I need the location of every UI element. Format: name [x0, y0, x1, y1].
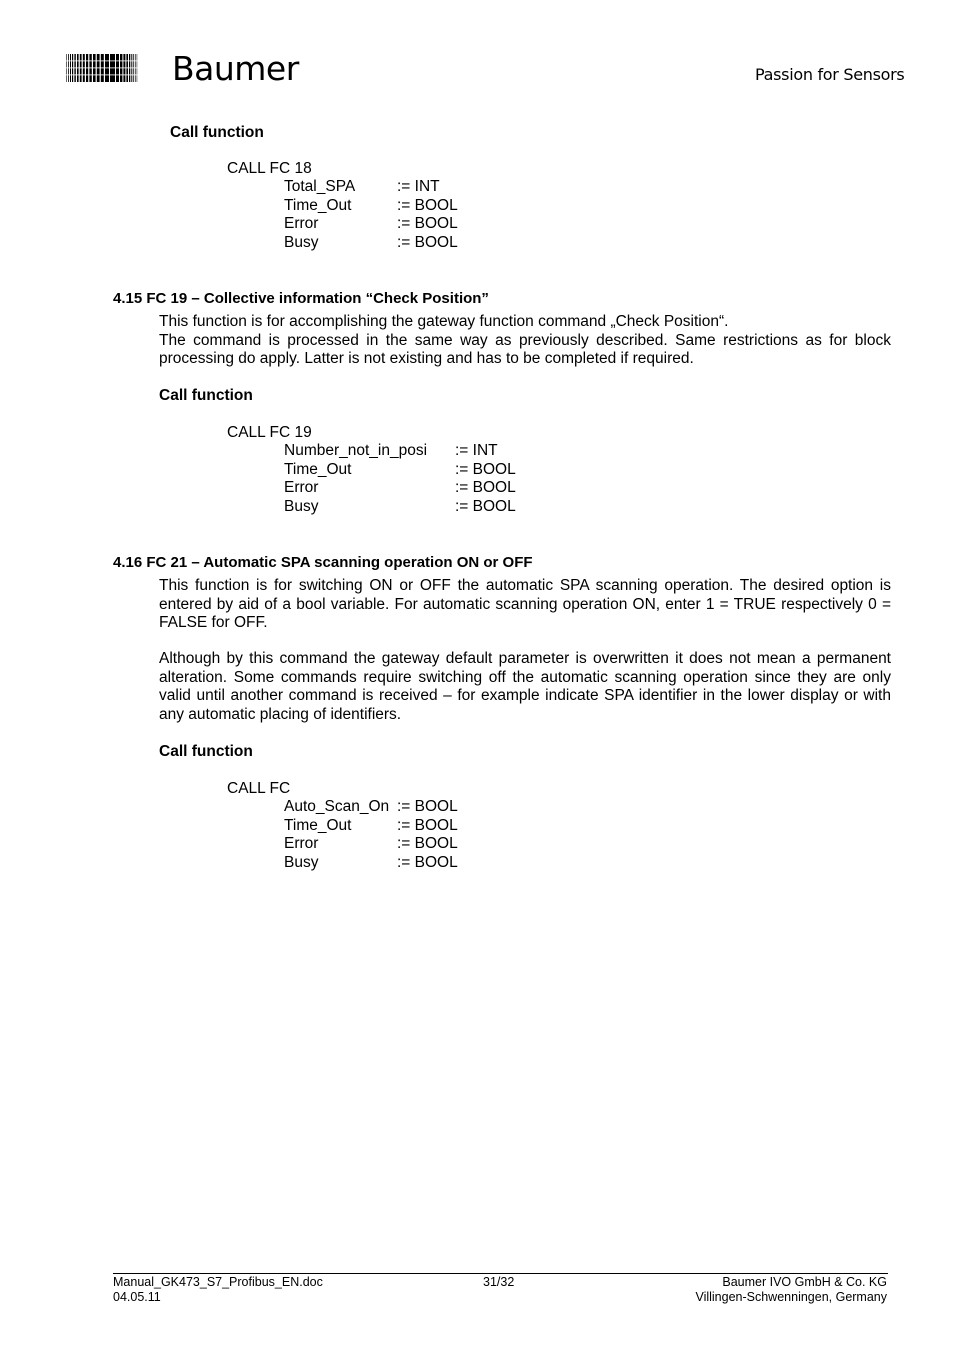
footer-location: Villingen-Schwenningen, Germany [695, 1290, 887, 1304]
param-type: := BOOL [455, 461, 516, 478]
param-type: := BOOL [397, 835, 458, 852]
param-type: := BOOL [397, 854, 458, 871]
page-number: 31/32 [483, 1275, 515, 1289]
param-type: := BOOL [397, 234, 458, 251]
brand-name: Baumer [172, 49, 299, 88]
call-statement: CALL FC 19 [227, 424, 312, 441]
call-function-label: Call function [159, 387, 253, 404]
param-type: := BOOL [397, 215, 458, 232]
section-description [159, 577, 891, 633]
param-type: := BOOL [455, 498, 516, 515]
param-type: := BOOL [397, 798, 458, 815]
param-name: Busy [284, 854, 319, 871]
call-statement: CALL FC 18 [227, 160, 312, 177]
baumer-logo-icon [66, 54, 158, 82]
paragraph: This function is for accomplishing the gateway function command „Check Position“. [159, 313, 729, 330]
call-function-label: Call function [170, 124, 264, 141]
param-name: Error [284, 835, 319, 852]
tagline: Passion for Sensors [755, 65, 905, 84]
footer-divider [113, 1273, 888, 1274]
paragraph: Although by this command the gateway default parameter is overwritten it does not mean a permanent alteration. Some commands require switching off the automatic scanning operation since they are only valid until another command is received – for example indicate SPA identifier in the lower display or with any automatic placing of identifiers. [159, 650, 891, 723]
param-type: := BOOL [397, 817, 458, 834]
section-heading: 4.15 FC 19 – Collective information “Check Position” [113, 290, 489, 307]
param-name: Time_Out [284, 461, 352, 478]
footer-date: 04.05.11 [113, 1290, 161, 1304]
param-name: Number_not_in_posi [284, 442, 428, 459]
call-statement: CALL FC [227, 780, 291, 797]
param-name: Error [284, 479, 319, 496]
param-name: Busy [284, 234, 319, 251]
param-type: := BOOL [455, 479, 516, 496]
param-type: := BOOL [397, 197, 458, 214]
paragraph: The command is processed in the same way as previously described. Same restrictions as for block processing do apply. Latter is not existing and has to be completed if required. [159, 331, 891, 367]
section-description [159, 313, 891, 369]
paragraph: This function is for switching ON or OFF the automatic SPA scanning operation. The desired option is entered by aid of a bool variable. For automatic scanning operation ON, enter 1 = TRUE respectively 0 = FALSE for OFF. [159, 577, 891, 631]
param-name: Error [284, 215, 319, 232]
param-name: Busy [284, 498, 319, 515]
param-type: := INT [397, 178, 440, 195]
param-name: Time_Out [284, 817, 352, 834]
param-type: := INT [455, 442, 498, 459]
section-description [159, 650, 891, 724]
param-name: Total_SPA [284, 178, 356, 195]
footer-filename: Manual_GK473_S7_Profibus_EN.doc [113, 1275, 323, 1289]
footer-company: Baumer IVO GmbH & Co. KG [722, 1275, 887, 1289]
param-name: Time_Out [284, 197, 352, 214]
param-name: Auto_Scan_On [284, 798, 390, 815]
call-function-label: Call function [159, 743, 253, 760]
section-heading: 4.16 FC 21 – Automatic SPA scanning operation ON or OFF [113, 554, 533, 571]
